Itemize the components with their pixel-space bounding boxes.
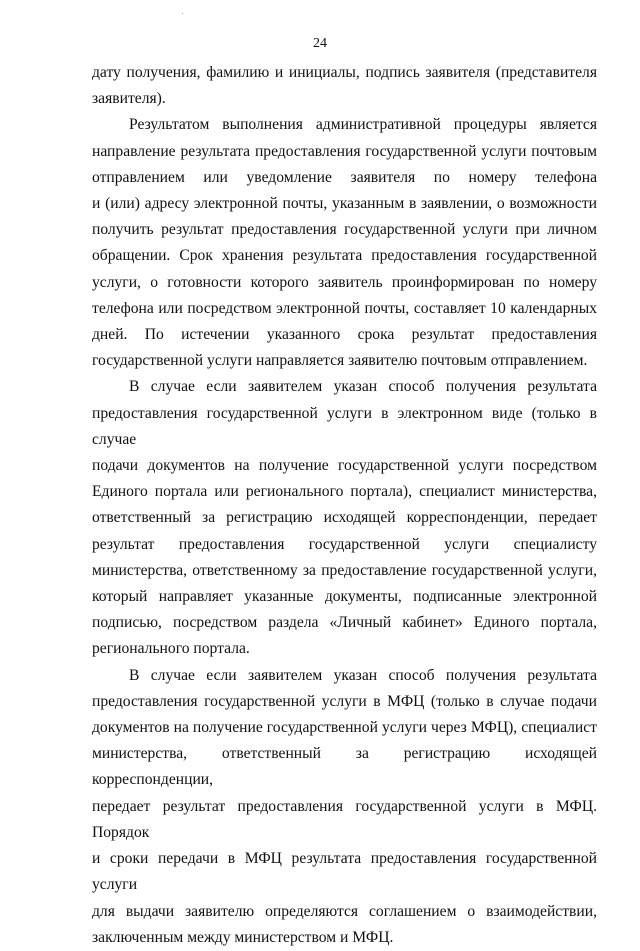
text-line: результат предоставления государственной услуги специалисту [92,535,597,553]
paragraph-recipient-signature [92,60,597,112]
text-line: дней. По истечении указанного срока результат предоставления [92,326,597,344]
text-line: предоставления государственной услуги в электронном виде (только в случае [92,404,597,448]
text-line: и (или) адресу электронной почты, указанным в заявлении, о возможности [92,195,597,213]
text-line: который направляет указанные документы, подписанные электронной [92,588,597,606]
text-line: регионального портала. [92,640,250,658]
text-line: Результатом выполнения административной процедуры является [129,116,597,134]
text-line: направление результата предоставления государственной услуги почтовым [92,142,597,160]
text-line: ответственный за регистрацию исходящей корреспонденции, передает [92,509,597,527]
paragraph-mfc-delivery [92,663,597,951]
text-line: министерства, ответственный за регистрацию исходящей корреспонденции, [92,745,597,789]
text-line: Единого портала или регионального портала), специалист министерства, [92,483,597,501]
text-line: телефона или посредством электронной почты, составляет 10 календарных [92,299,597,317]
paragraph-electronic-delivery [92,374,597,662]
text-line: В случае если заявителем указан способ получения результата [129,378,597,396]
text-line: и сроки передачи в МФЦ результата предоставления государственной услуги [92,850,597,894]
text-line: В случае если заявителем указан способ получения результата [129,666,597,684]
text-line: заключенным между министерством и МФЦ. [92,928,394,946]
text-line: государственной услуги направляется заявителю почтовым отправлением. [92,352,588,370]
text-line: передает результат предоставления государственной услуги в МФЦ. Порядок [92,797,597,841]
page-number: 24 [313,36,327,51]
text-line: отправлением или уведомление заявителя по номеру телефона [92,168,597,186]
document-body [92,60,597,951]
text-line: получить результат предоставления государственной услуги при личном [92,221,597,239]
text-line: министерства, ответственному за предоставление государственной услуги, [92,561,597,579]
text-line: дату получения, фамилию и инициалы, подпись заявителя (представителя [92,64,597,81]
text-line: обращении. Срок хранения результата предоставления государственной [92,247,597,265]
paragraph-procedure-result [92,112,597,374]
text-line: подписью, посредством раздела «Личный кабинет» Единого портала, [92,614,597,632]
text-line: услуги, о готовности которого заявитель проинформирован по номеру [92,273,597,291]
text-line: заявителя). [92,90,166,108]
text-line: документов на получение государственной услуги через МФЦ), специалист [92,719,597,737]
text-line: для выдачи заявителю определяются соглашением о взаимодействии, [92,902,597,920]
text-line: подачи документов на получение государственной услуги посредством [92,457,597,475]
text-line: предоставления государственной услуги в МФЦ (только в случае подачи [92,692,597,710]
scan-artifact-dot [182,13,183,14]
